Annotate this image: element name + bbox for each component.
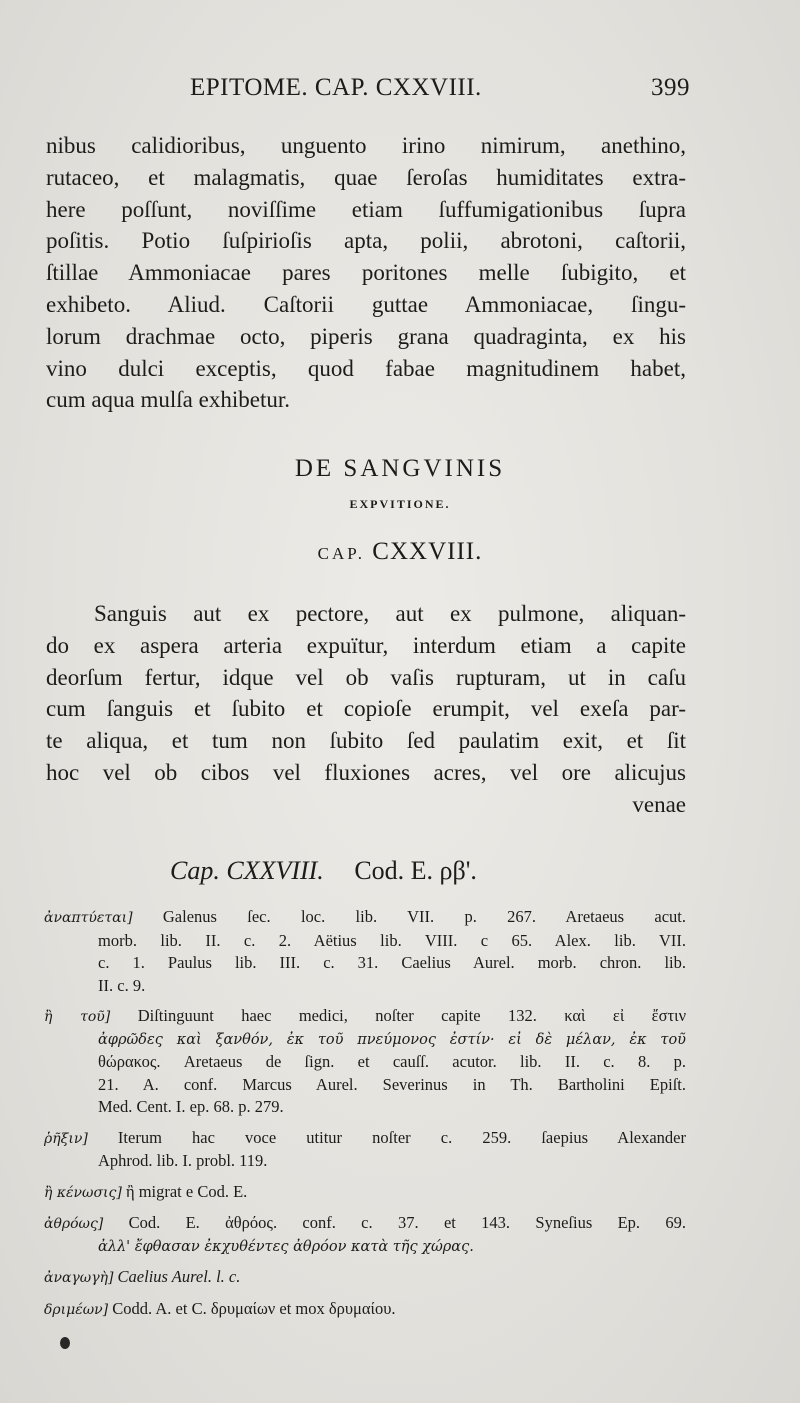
- notes-chapter: Cap. CXXVIII.: [170, 856, 324, 885]
- page-number: 399: [651, 74, 690, 101]
- note-text: Cod. E. ἀθρόος. conf. c. 37. et 143. Syneſius Ep. 69.: [128, 1213, 686, 1232]
- text-line: ſtillae Ammoniacae pares poritones melle ſubigito, et: [46, 260, 686, 286]
- running-header: [190, 74, 690, 110]
- text-line: here poſſunt, noviſſime etiam ſuffumigationibus ſupra: [46, 196, 686, 222]
- running-title: EPITOME. CAP. CXXVIII.: [190, 74, 482, 101]
- section-title: DE SANGVINIS: [294, 455, 506, 482]
- note-lemma: ἢ κένωσις]: [44, 1184, 122, 1201]
- note-lemma: ῥῆξιν]: [44, 1130, 88, 1147]
- note-line: morb. lib. II. c. 2. Aëtius lib. VIII. c 65. Alex. lib. VII.: [98, 930, 686, 950]
- ink-blot: [60, 1337, 70, 1349]
- note-lemma: ἀναγωγὴ]: [44, 1270, 114, 1286]
- text-line: nibus calidioribus, unguento irino nimirum, anethino,: [46, 133, 686, 158]
- note-line: II. c. 9.: [98, 975, 146, 995]
- note-line: [44, 1005, 686, 1029]
- note-line: Aphrod. lib. I. probl. 119.: [98, 1151, 268, 1170]
- note-line: [44, 906, 686, 930]
- notes-codex: Cod. E. ρβ'.: [354, 856, 477, 885]
- text-line: rutaceo, et malagmatis, quae ſeroſas humiditates extra-: [46, 164, 686, 190]
- note-text: Galenus ſec. loc. lib. VII. p. 267. Aretaeus acut.: [162, 907, 686, 926]
- footnote: [44, 1181, 686, 1205]
- text-line: vino dulci exceptis, quod fabae magnitudinem habet,: [46, 355, 686, 381]
- note-line: θώρακος. Aretaeus de ſign. et cauſſ. acutor. lib. II. c. 8. p.: [98, 1052, 686, 1071]
- note-text: Diſtinguunt haec medici, noſter capite 132. καὶ εἰ ἔστιν: [137, 1006, 687, 1025]
- paragraph-continued: [46, 130, 686, 416]
- note-lemma: δριμέων]: [44, 1301, 109, 1318]
- section-subtitle: EXPVITIONE.: [349, 497, 451, 511]
- notes-heading: [170, 856, 477, 886]
- footnote: [44, 1266, 686, 1290]
- note-line: Med. Cent. I. ep. 68. p. 279.: [98, 1097, 284, 1116]
- text-line: do ex aspera arteria expuïtur, interdum etiam a capite: [46, 632, 686, 658]
- text-line: Sanguis aut ex pectore, aut ex pulmone, aliquan-: [94, 601, 686, 626]
- note-lemma: ἀθρόως]: [44, 1216, 104, 1232]
- catchword: venae: [632, 791, 686, 817]
- text-line: lorum drachmae octo, piperis grana quadraginta, ex his: [46, 323, 686, 349]
- note-line: c. 1. Paulus lib. III. c. 31. Caelius Aurel. morb. chron. lib.: [98, 953, 686, 972]
- text-line: cum aqua mulſa exhibetur.: [46, 387, 290, 413]
- note-line: 21. A. conf. Marcus Aurel. Severinus in Th. Bartholini Epiſt.: [98, 1074, 686, 1094]
- note-line: ἀλλ' ἔφθασαν ἐκχυθέντες ἀθρόον κατὰ τῆς χώρας.: [98, 1238, 474, 1255]
- note-line: [44, 1181, 686, 1205]
- note-text: ἢ migrat e Cod. E.: [125, 1181, 248, 1201]
- footnote: [44, 1298, 686, 1322]
- note-lemma: ἀναπτύεται]: [44, 910, 133, 926]
- note-line: ἀφρῶδες καὶ ξανθόν, ἐκ τοῦ πνεύμονος ἐστίν· εἰ δὲ μέλαν, ἐκ τοῦ: [98, 1031, 686, 1048]
- footnote: [44, 906, 686, 997]
- chapter-number: CXXVIII.: [372, 538, 483, 565]
- footnote: [44, 1005, 686, 1119]
- text-line: deorſum fertur, idque vel ob vaſis rupturam, ut in caſu: [46, 664, 686, 690]
- note-line: [44, 1127, 686, 1151]
- footnote: [44, 1127, 686, 1173]
- note-line: [44, 1298, 686, 1322]
- note-text: Caelius Aurel. l. c.: [117, 1267, 241, 1286]
- chapter-heading: [0, 538, 800, 566]
- text-line: te aliqua, et tum non ſubito ſed paulatim exit, et ſit: [46, 728, 686, 754]
- note-text: Iterum hac voce utitur noſter c. 259. ſaepius Alexander: [117, 1127, 687, 1147]
- footnotes: [44, 906, 686, 1329]
- text-line: exhibeto. Aliud. Caſtorii guttae Ammoniacae, ſingu-: [46, 291, 686, 317]
- text-line: poſitis. Potio ſuſpirioſis apta, polii, abrotoni, caſtorii,: [46, 228, 686, 254]
- note-line: [44, 1212, 686, 1236]
- footnote: [44, 1212, 686, 1258]
- text-line: hoc vel ob cibos vel fluxiones acres, vel ore alicujus: [46, 759, 686, 785]
- note-lemma: ἢ τοῦ]: [44, 1009, 111, 1025]
- note-line: [44, 1266, 686, 1290]
- chapter-paragraph: [46, 598, 686, 821]
- chapter-prefix: CAP.: [317, 544, 366, 563]
- note-text: Codd. A. et C. δρυμαίων et mox δρυμαίου.: [112, 1298, 396, 1318]
- text-line: cum ſanguis et ſubito et copioſe erumpit, vel exeſa par-: [46, 696, 686, 722]
